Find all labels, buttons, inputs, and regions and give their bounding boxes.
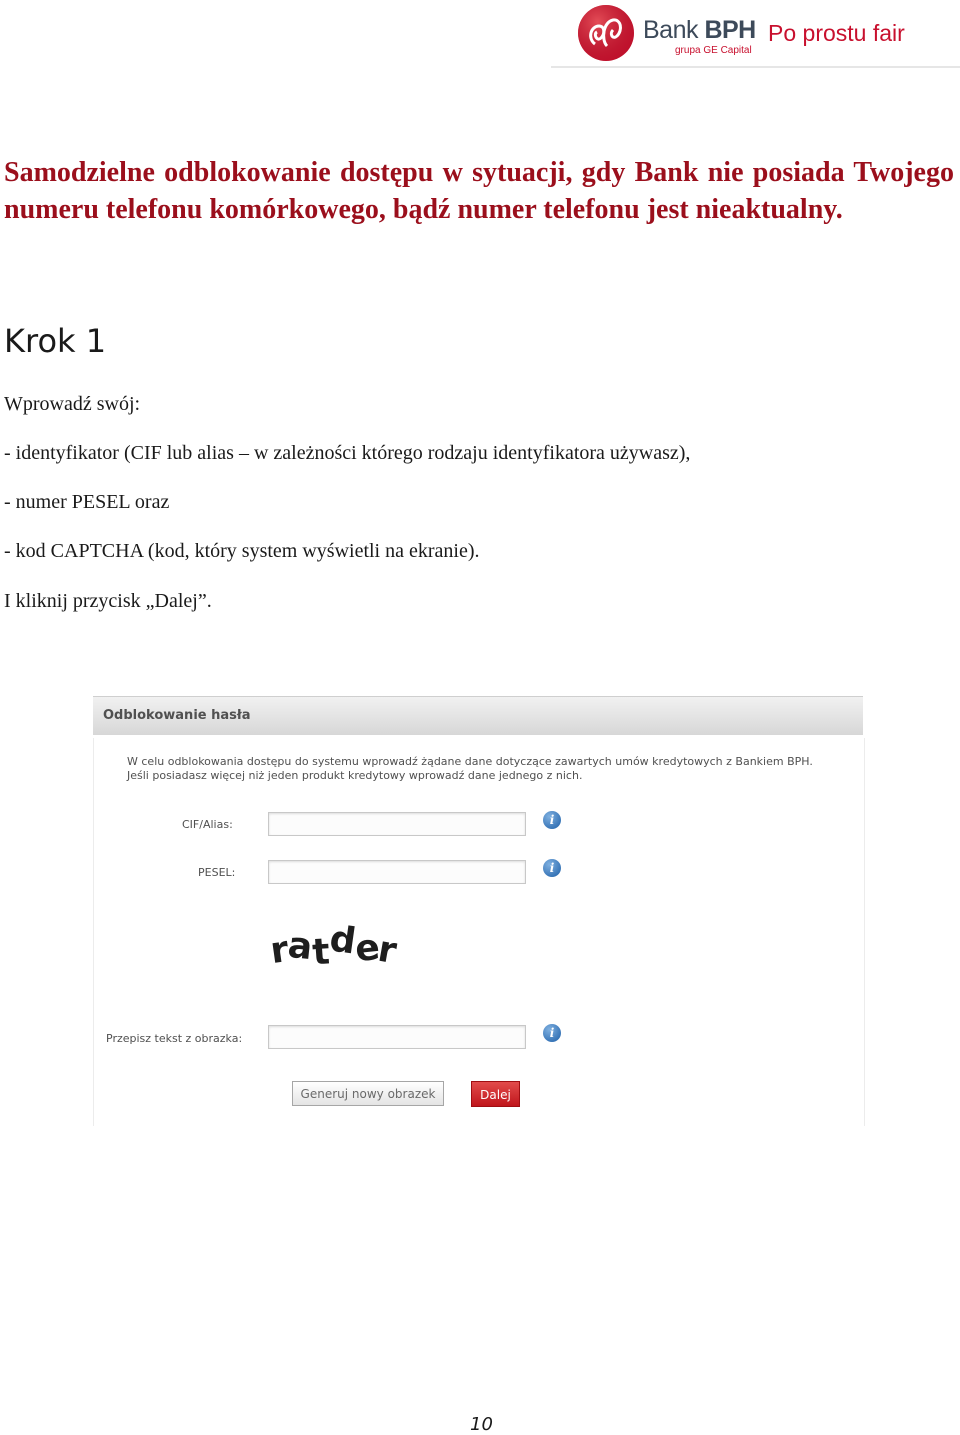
captcha-label: Przepisz tekst z obrazka: [106, 1032, 243, 1045]
bank-group-label: grupa GE Capital [675, 45, 752, 56]
bank-name: Bank BPH [643, 16, 756, 44]
unlock-password-form [93, 696, 863, 1126]
pesel-info-icon[interactable]: i [543, 859, 561, 877]
step-intro: Wprowadź swój: [4, 393, 141, 415]
form-header [93, 696, 863, 735]
pesel-input[interactable] [268, 860, 526, 884]
form-title: Odblokowanie hasła [103, 708, 251, 723]
bank-slogan: Po prostu fair [768, 20, 905, 46]
step-title: Krok 1 [4, 322, 107, 360]
form-info-line-2: Jeśli posiadasz więcej niż jeden produkt kredytowy wprowadź dane jednego z nich. [127, 769, 583, 782]
captcha-input[interactable] [268, 1025, 526, 1049]
form-body [93, 738, 865, 1126]
next-button[interactable]: Dalej [471, 1081, 520, 1107]
step-closing: I kliknij przycisk „Dalej”. [4, 590, 212, 612]
bank-bph-logo-icon [577, 4, 635, 62]
step-item-captcha: - kod CAPTCHA (kod, który system wyświetli na ekranie). [4, 540, 480, 562]
step-item-pesel: - numer PESEL oraz [4, 491, 170, 513]
pesel-label: PESEL: [198, 866, 236, 879]
page-headline: Samodzielne odblokowanie dostępu w sytuacji, gdy Bank nie posiada Twojego numeru telefonu komórkowego, bądź numer telefonu jest nieaktualny. [4, 157, 954, 225]
page-number: 10 [470, 1414, 493, 1435]
cif-alias-input[interactable] [268, 812, 526, 836]
bank-logo-header [551, 0, 960, 68]
cif-alias-label: CIF/Alias: [182, 818, 233, 831]
form-info-line-1: W celu odblokowania dostępu do systemu wprowadź żądane dane dotyczące zawartych umów kredytowych z Bankiem BPH. [127, 755, 813, 768]
step-item-identifier: - identyfikator (CIF lub alias – w zależności którego rodzaju identyfikatora używasz), [4, 442, 691, 464]
cif-info-icon[interactable]: i [543, 811, 561, 829]
generate-new-image-button[interactable]: Generuj nowy obrazek [292, 1081, 444, 1106]
captcha-image: ratder [267, 918, 400, 974]
captcha-info-icon[interactable]: i [543, 1024, 561, 1042]
